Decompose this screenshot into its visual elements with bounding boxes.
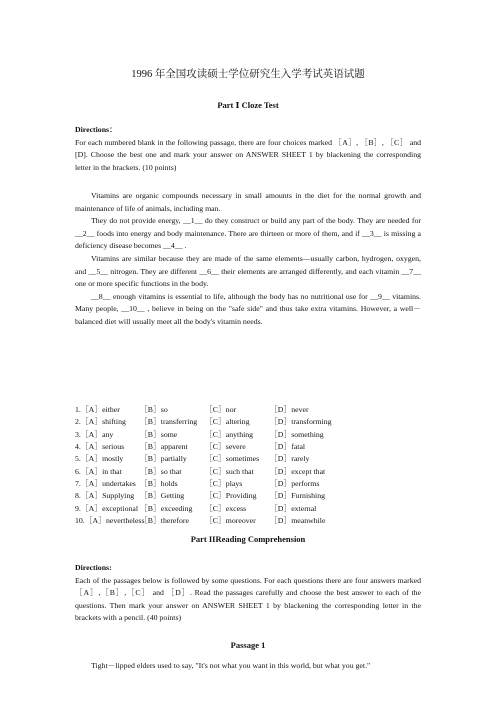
option-c: ［C］sometimes xyxy=(205,454,260,464)
directions-text: For each numbered blank in the following passage, there are four choices marked ［A］, ［B］, ［C］ and [D]. Choose the best one and mark your answer on ANSWER SHEET 1 by blackening the corresponding letter in the brackets. (10 points) xyxy=(75,137,421,172)
option-a: 6.［A］in that xyxy=(75,466,122,476)
option-row xyxy=(75,429,421,441)
part-1-directions xyxy=(75,124,421,174)
option-row xyxy=(75,490,421,502)
option-c: ［C］excess xyxy=(205,503,247,513)
option-c: ［C］anything xyxy=(205,429,254,439)
option-d: ［D］external xyxy=(270,503,317,513)
option-b: ［B］exceeding xyxy=(140,503,193,513)
option-row xyxy=(75,404,421,416)
option-c: ［C］plays xyxy=(205,479,243,489)
option-d: ［D］meanwhile xyxy=(270,516,326,526)
option-d: ［D］fatal xyxy=(270,442,306,452)
option-row xyxy=(75,503,421,515)
option-b: ［B］therefore xyxy=(140,516,189,526)
option-d: ［D］except that xyxy=(270,466,326,476)
option-row xyxy=(75,416,421,428)
option-a: 3.［A］any xyxy=(75,429,114,439)
option-b: ［B］apparent xyxy=(140,442,188,452)
option-row xyxy=(75,466,421,478)
directions-text: Each of the passages below is followed by some questions. For each questions there are four answers marked ［A］,［B］,［C］ and ［D］. Read the passages carefully and choose the best answer to each of the questions. Then mark your answer on ANSWER SHEET 1 by blackening the corresponding letter in the brackets with a pencil. (40 points) xyxy=(75,575,421,623)
option-d: ［D］transforming xyxy=(270,417,332,427)
option-c: ［C］such that xyxy=(205,466,254,476)
option-row xyxy=(75,453,421,465)
option-row xyxy=(75,515,421,527)
passage-paragraph: __8__ enough vitamins is essential to life, although the body has no nutritional use for __9__ vitamins. Many people, __10__ , believe in being on the "safe side" and thus take extra vitamins. However, a well－balanced diet will usually meet all the body's vitamin needs. xyxy=(75,291,421,326)
option-c: ［C］altering xyxy=(205,417,250,427)
option-c: ［C］moreover xyxy=(205,516,256,526)
part-2-directions xyxy=(75,562,421,625)
option-a: 4.［A］serious xyxy=(75,442,125,452)
option-a: 5.［A］mostly xyxy=(75,454,124,464)
option-row xyxy=(75,478,421,490)
document-title: 1996 年全国攻读硕士学位研究生入学考试英语试题 xyxy=(131,69,365,80)
option-c: ［C］nor xyxy=(205,405,237,414)
option-a: 2.［A］shifting xyxy=(75,417,126,427)
passage-first-line: Tight－lipped elders used to say, "It's not what you want in this world, but what you get." xyxy=(91,661,371,670)
option-c: ［C］severe xyxy=(205,442,246,452)
directions-label: Directions： xyxy=(75,125,117,134)
option-a: 9.［A］exceptional xyxy=(75,503,139,513)
answer-options-table xyxy=(75,404,421,527)
option-a: 10.［A］nevertheless xyxy=(75,516,145,526)
option-b: ［B］Getting xyxy=(140,491,185,501)
option-d: ［D］rarely xyxy=(270,454,310,464)
option-d: ［D］never xyxy=(270,405,309,414)
passage-paragraph: Vitamins are organic compounds necessary in small amounts in the diet for the normal growth and maintenance of life of animals, including man. xyxy=(75,191,421,213)
option-a: 7.［A］undertakes xyxy=(75,479,136,489)
option-b: ［B］transferring xyxy=(140,417,198,427)
option-d: ［D］Furnishing xyxy=(270,491,326,501)
option-row xyxy=(75,441,421,453)
option-a: 8.［A］Supplying xyxy=(75,491,135,501)
option-d: ［D］performs xyxy=(270,479,320,489)
part-2-heading: Part IIReading Comprehension xyxy=(190,534,306,544)
option-b: ［B］partially xyxy=(140,454,187,464)
option-b: ［B］holds xyxy=(140,479,178,489)
option-b: ［B］so xyxy=(140,405,168,414)
passage-heading: Passage 1 xyxy=(230,640,266,650)
cloze-passage xyxy=(75,190,421,329)
passage-paragraph: They do not provide energy, __1__ do they construct or build any part of the body. They are needed for __2__ foods into energy and body maintenance. There are thirteen or more of them, and if __3__ is missing a deficiency disease becomes __4__ . xyxy=(75,216,421,251)
part-1-heading: Part Ⅰ Cloze Test xyxy=(217,100,279,110)
directions-label: Directions: xyxy=(75,563,112,572)
option-c: ［C］Providing xyxy=(205,491,257,501)
option-b: ［B］so that xyxy=(140,466,182,476)
passage-paragraph: Vitamins are similar because they are made of the same elements—usually carbon, hydrogen, oxygen, and __5__ nitrogen. They are different __6__ their elements are arranged differently, and each vitamin __7__ one or more specific functions in the body. xyxy=(75,253,421,289)
option-a: 1.［A］either xyxy=(75,405,120,414)
option-b: ［B］some xyxy=(140,429,178,439)
option-d: ［D］something xyxy=(270,429,324,439)
